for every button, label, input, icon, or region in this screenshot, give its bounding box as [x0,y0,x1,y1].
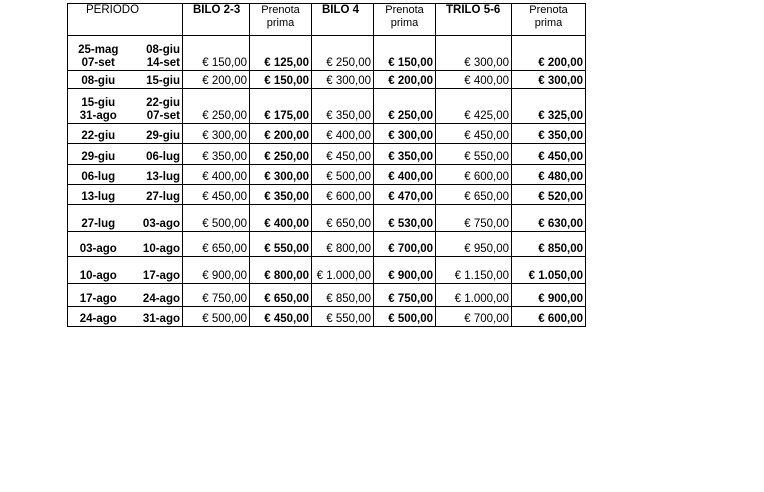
price-trilo56: € 450,00 [436,124,512,144]
period-to: 24-ago [129,284,183,307]
price-bilo4-prenota-prima: € 900,00 [374,257,436,284]
table-row [68,124,586,144]
price-bilo4: € 650,00 [312,205,374,232]
period-from: 08-giu [68,71,129,89]
period-from: 10-ago [68,257,129,284]
price-bilo23-prenota-prima: € 150,00 [250,71,312,89]
price-trilo56: € 1.000,00 [436,284,512,307]
price-bilo4-prenota-prima: € 750,00 [374,284,436,307]
header-bilo23: BILO 2-3 [183,4,250,36]
header-bilo4: BILO 4 [312,4,374,36]
price-bilo23: € 450,00 [183,185,250,205]
period-to: 13-lug [129,165,183,185]
price-bilo23: € 150,00 [183,36,250,71]
table-row [68,205,586,232]
price-bilo4-prenota-prima: € 250,00 [374,89,436,124]
table-row [68,144,586,165]
price-bilo23: € 900,00 [183,257,250,284]
price-trilo56-prenota-prima: € 520,00 [512,185,586,205]
price-bilo23: € 300,00 [183,124,250,144]
period-to: 06-lug [129,144,183,165]
price-bilo23-prenota-prima: € 250,00 [250,144,312,165]
price-bilo4: € 300,00 [312,71,374,89]
price-bilo4-prenota-prima: € 300,00 [374,124,436,144]
header-trilo56: TRILO 5-6 [436,4,512,36]
price-trilo56-prenota-prima: € 200,00 [512,36,586,71]
price-bilo4: € 800,00 [312,232,374,257]
price-bilo4: € 1.000,00 [312,257,374,284]
price-bilo4: € 500,00 [312,165,374,185]
price-bilo4-prenota-prima: € 400,00 [374,165,436,185]
period-to: 15-giu [129,71,183,89]
price-bilo4: € 350,00 [312,89,374,124]
table-row [68,232,586,257]
price-bilo4-prenota-prima: € 530,00 [374,205,436,232]
header-period: PERIODO [68,4,183,36]
price-trilo56-prenota-prima: € 325,00 [512,89,586,124]
price-bilo23: € 250,00 [183,89,250,124]
price-trilo56: € 700,00 [436,307,512,327]
price-bilo23: € 750,00 [183,284,250,307]
price-trilo56: € 425,00 [436,89,512,124]
price-bilo4: € 450,00 [312,144,374,165]
price-bilo4: € 250,00 [312,36,374,71]
price-table [67,3,586,327]
period-from: 25-mag 07-set [68,36,129,71]
price-bilo23: € 200,00 [183,71,250,89]
table-row [68,307,586,327]
price-trilo56-prenota-prima: € 600,00 [512,307,586,327]
table-row [68,284,586,307]
period-to: 03-ago [129,205,183,232]
price-bilo23: € 500,00 [183,205,250,232]
period-from: 06-lug [68,165,129,185]
period-from: 27-lug [68,205,129,232]
price-bilo23: € 650,00 [183,232,250,257]
price-trilo56: € 600,00 [436,165,512,185]
price-trilo56-prenota-prima: € 1.050,00 [512,257,586,284]
price-trilo56-prenota-prima: € 350,00 [512,124,586,144]
price-trilo56: € 650,00 [436,185,512,205]
price-bilo4-prenota-prima: € 150,00 [374,36,436,71]
price-bilo4-prenota-prima: € 500,00 [374,307,436,327]
price-trilo56-prenota-prima: € 630,00 [512,205,586,232]
price-bilo23-prenota-prima: € 125,00 [250,36,312,71]
price-trilo56-prenota-prima: € 300,00 [512,71,586,89]
period-from: 29-giu [68,144,129,165]
price-trilo56: € 400,00 [436,71,512,89]
period-to: 22-giu 07-set [129,89,183,124]
period-to: 27-lug [129,185,183,205]
header-prenota-prima-trilo56: Prenota prima [512,4,586,36]
price-bilo23-prenota-prima: € 400,00 [250,205,312,232]
period-to: 31-ago [129,307,183,327]
period-to: 29-giu [129,124,183,144]
price-bilo23: € 400,00 [183,165,250,185]
price-trilo56: € 1.150,00 [436,257,512,284]
price-bilo4: € 400,00 [312,124,374,144]
header-prenota-prima-bilo23: Prenota prima [250,4,312,36]
price-trilo56: € 550,00 [436,144,512,165]
period-to: 10-ago [129,232,183,257]
price-trilo56: € 750,00 [436,205,512,232]
header-prenota-prima-bilo4: Prenota prima [374,4,436,36]
price-bilo4-prenota-prima: € 700,00 [374,232,436,257]
price-bilo4-prenota-prima: € 200,00 [374,71,436,89]
price-bilo4-prenota-prima: € 470,00 [374,185,436,205]
price-bilo23-prenota-prima: € 175,00 [250,89,312,124]
price-trilo56: € 950,00 [436,232,512,257]
price-bilo4: € 600,00 [312,185,374,205]
price-bilo4-prenota-prima: € 350,00 [374,144,436,165]
price-trilo56-prenota-prima: € 850,00 [512,232,586,257]
price-trilo56-prenota-prima: € 900,00 [512,284,586,307]
header-row [68,4,586,36]
table-row [68,165,586,185]
period-to: 17-ago [129,257,183,284]
price-bilo23-prenota-prima: € 550,00 [250,232,312,257]
price-bilo23-prenota-prima: € 300,00 [250,165,312,185]
price-bilo4: € 550,00 [312,307,374,327]
table-row [68,89,586,124]
period-from: 17-ago [68,284,129,307]
price-bilo23: € 350,00 [183,144,250,165]
table-row [68,36,586,71]
period-from: 22-giu [68,124,129,144]
price-bilo23-prenota-prima: € 200,00 [250,124,312,144]
price-bilo23-prenota-prima: € 450,00 [250,307,312,327]
price-trilo56: € 300,00 [436,36,512,71]
table-row [68,257,586,284]
period-to: 08-giu 14-set [129,36,183,71]
price-trilo56-prenota-prima: € 450,00 [512,144,586,165]
table-row [68,71,586,89]
price-bilo23-prenota-prima: € 650,00 [250,284,312,307]
price-bilo4: € 850,00 [312,284,374,307]
price-bilo23-prenota-prima: € 800,00 [250,257,312,284]
price-trilo56-prenota-prima: € 480,00 [512,165,586,185]
price-bilo23: € 500,00 [183,307,250,327]
price-bilo23-prenota-prima: € 350,00 [250,185,312,205]
period-from: 03-ago [68,232,129,257]
period-from: 13-lug [68,185,129,205]
period-from: 15-giu 31-ago [68,89,129,124]
period-from: 24-ago [68,307,129,327]
table-row [68,185,586,205]
